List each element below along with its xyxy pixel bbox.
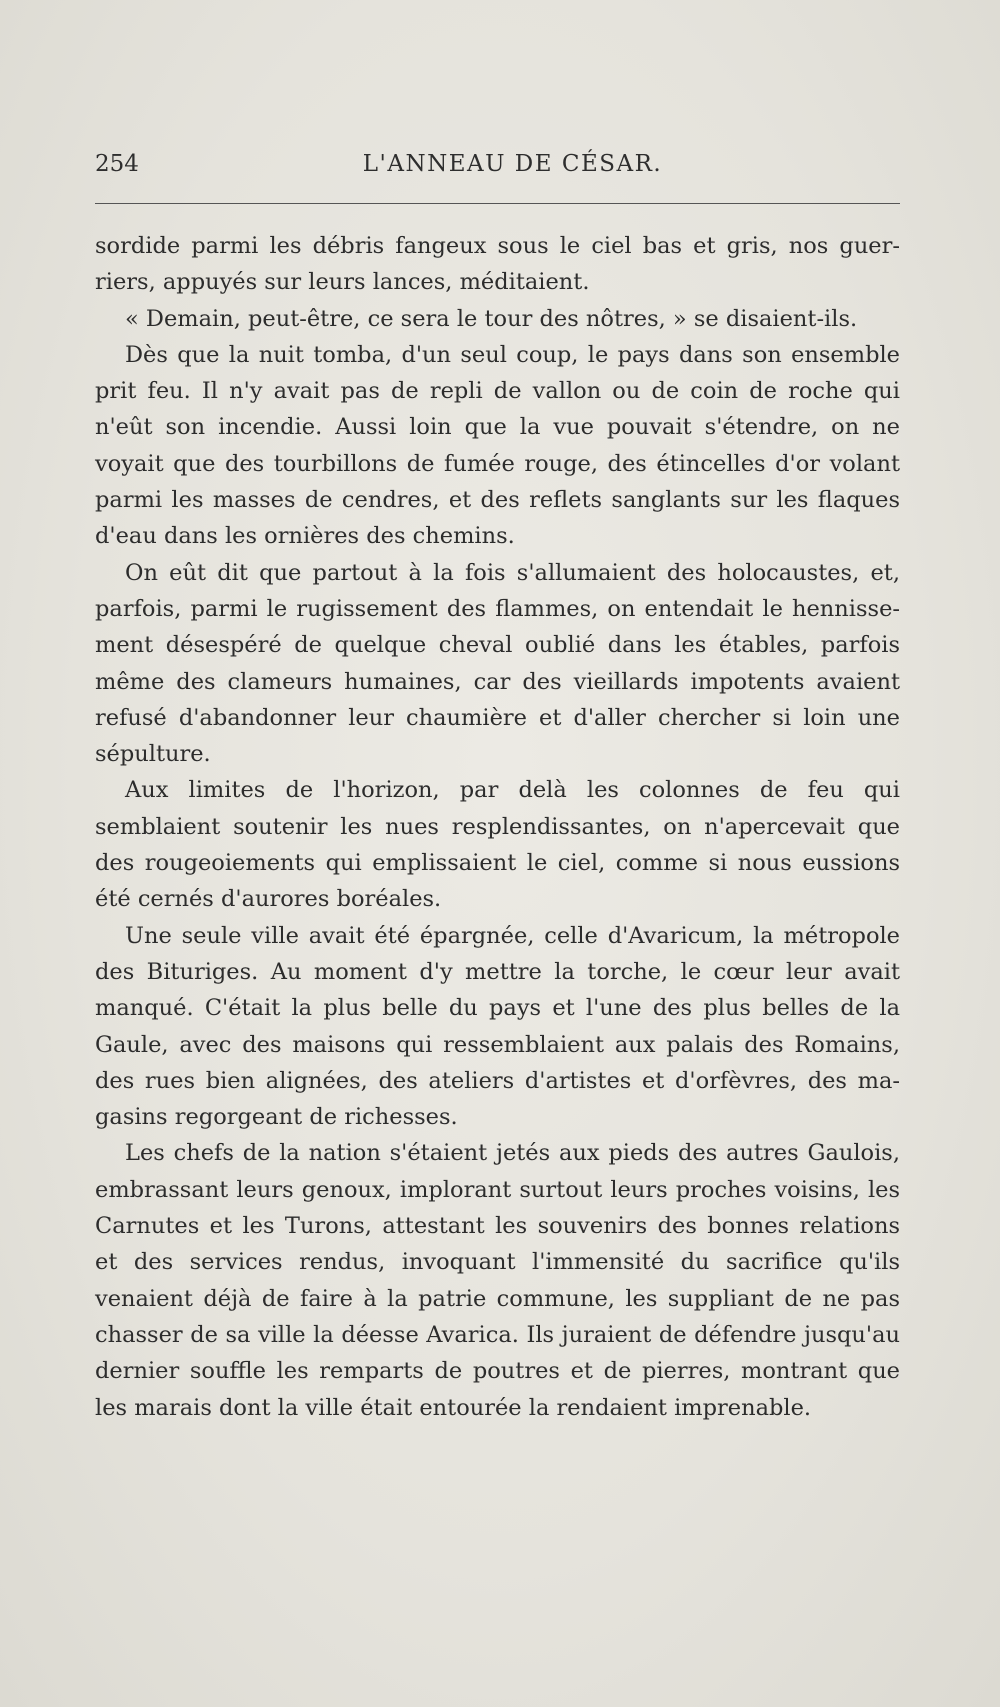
header-rule [95,203,900,204]
page-number: 254 [95,151,139,177]
paragraph-avaricum: Une seule ville avait été épargnée, celle d'Avaricum, la métropole des Bituriges. Au moment d'y mettre la torche, le cœur leur avait manqué. C'était la plus belle du pays et l'une des plus belles de la Gaule, avec des maisons qui ressemblaient aux palais des Romains, des rues bien alignées, des ateliers d'artistes et d'orfèvres, des magasins regorgeant de richesses. [95,922,900,1131]
paragraph-holocausts: On eût dit que partout à la fois s'allumaient des holocaustes, et, parfois, parmi le rugissement des flammes, on entendait le hennissement désespéré de quelque cheval oublié dans les étables, parfois même des clameurs humaines, car des vieillards impotents avaient refusé d'abandonner leur chaumière et d'aller chercher si loin une sépulture. [95,559,900,768]
paragraph-continuation: sordide parmi les débris fangeux sous le ciel bas et gris, nos guerriers, appuyés sur leurs lances, méditaient. [95,233,900,296]
paragraph-chiefs: Les chefs de la nation s'étaient jetés aux pieds des autres Gaulois, embrassant leurs genoux, implorant surtout leurs proches voisins, les Carnutes et les Turons, attestant les souvenirs des bonnes relations et des services rendus, invoquant l'immensité du sacrifice qu'ils venaient déjà de faire à la patrie commune, les suppliant de ne pas chasser de sa ville la déesse Avarica. Ils juraient de défendre jusqu'au dernier souffle les remparts de poutres et de pierres, montrant que les marais dont la ville était entourée la rendaient imprenable. [95,1140,900,1421]
paragraph-fire: Dès que la nuit tomba, d'un seul coup, le pays dans son ensemble prit feu. Il n'y avait pas de repli de vallon ou de coin de roche qui n'eût son incendie. Aussi loin que la vue pouvait s'étendre, on ne voyait que des tourbillons de fumée rouge, des étincelles d'or volant parmi les masses de cendres, et des reflets sanglants sur les flaques d'eau dans les ornières des chemins. [95,341,900,550]
running-title: L'ANNEAU DE CÉSAR. [362,151,663,177]
paragraph-dialogue: « Demain, peut-être, ce sera le tour des nôtres, » se disaient-ils. [125,305,858,332]
running-head [95,151,900,187]
paragraph-horizon: Aux limites de l'horizon, par delà les colonnes de feu qui semblaient soutenir les nues resplendissantes, on n'apercevait que des rougeoiements qui emplissaient le ciel, comme si nous eussions été cernés d'aurores boréales. [95,777,900,913]
body-text [95,228,900,1426]
